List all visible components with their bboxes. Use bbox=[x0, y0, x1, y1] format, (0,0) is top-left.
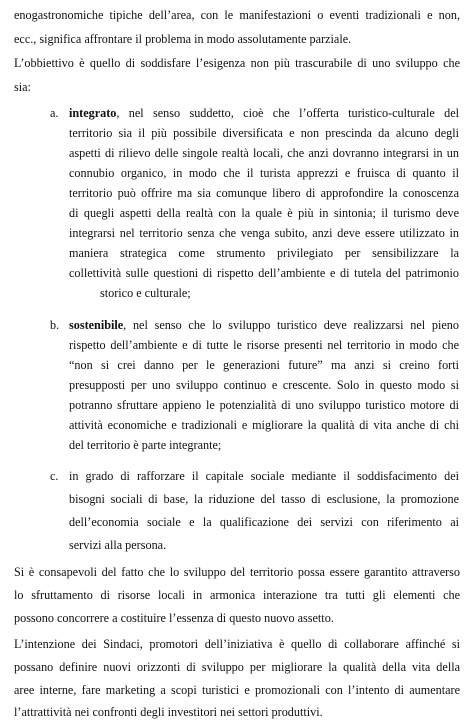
list-item-c-line: dell’economia sociale e la qualificazione dei servizi con riferimento ai bbox=[69, 515, 459, 529]
goal-line-2: sia: bbox=[14, 80, 31, 94]
list-item-c-line: servizi alla persona. bbox=[69, 538, 167, 552]
list-item-a-line: maniera strategica come strumento privilegiato per sensibilizzare la bbox=[69, 246, 459, 260]
list-item-c-line: bisogni sociali di base, la riduzione del tasso di esclusione, la promozione bbox=[69, 492, 459, 506]
list-item-a-line: collettività sulle questioni di rispetto dell’ambiente e di tutela del patrimonio bbox=[69, 266, 459, 280]
list-marker-c: c. bbox=[50, 469, 59, 483]
closing1-line: possono concorrere a costituire l’essenza di questo nuovo assetto. bbox=[14, 611, 334, 625]
term-integrato: integrato bbox=[69, 106, 117, 120]
closing1-line: lo sfruttamento di risorse locali in armonica interazione tra tutti gli elementi che bbox=[14, 588, 460, 602]
list-item-a-line: territorio può offrire ma sia comunque libero di approfondire la conoscenza bbox=[69, 186, 459, 200]
list-item-b-line-1 bbox=[69, 318, 459, 332]
list-item-a-first-rest: , nel senso suddetto, cioè che l’offerta turistico-culturale del bbox=[116, 106, 459, 120]
list-item-a-line-1 bbox=[69, 106, 459, 120]
list-item-a-line: territorio sia il più possibile diversificata e non prescinda da alcuno degli bbox=[69, 126, 459, 140]
intro-line-2: ecc., significa affrontare il problema in modo assolutamente parziale. bbox=[14, 32, 352, 46]
list-item-b-first-rest: , nel senso che lo sviluppo turistico deve realizzarsi nel pieno bbox=[123, 318, 459, 332]
closing2-line: L’intenzione dei Sindaci, promotori dell’iniziativa è quello di collaborare affinché si bbox=[14, 637, 460, 651]
list-item-b-line: presupposti per uno sviluppo continuo e crescente. Solo in questo modo si bbox=[69, 378, 459, 392]
closing2-line: l’attrattività nei confronti degli investitori nei settori produttivi. bbox=[14, 705, 323, 719]
list-marker-a: a. bbox=[50, 106, 59, 120]
list-item-a-line: aspetti di rilievo delle singole realtà locali, che anzi dovranno integrarsi in un bbox=[69, 146, 459, 160]
list-item-b-line: attività economiche e tradizionali e migliorare la qualità di vita anche di chi bbox=[69, 418, 459, 432]
closing2-line: aree interne, fare marketing a scopi turistici e promozionali con l’intento di aumentare bbox=[14, 683, 460, 697]
closing2-line: possano definire nuovi orizzonti di sviluppo per migliorare la qualità della vita della bbox=[14, 660, 460, 674]
goal-line-1: L’obbiettivo è quello di soddisfare l’esigenza non più trascurabile di uno sviluppo che bbox=[14, 56, 460, 70]
intro-line-1: enogastronomiche tipiche dell’area, con le manifestazioni o eventi tradizionali e non, bbox=[14, 8, 460, 22]
list-item-b-line: del territorio è parte integrante; bbox=[69, 438, 222, 452]
list-item-b-line: potranno sfruttare appieno le potenzialità di uno sviluppo turistico motore di bbox=[69, 398, 459, 412]
list-item-b-line: rispetto dell’ambiente e di tutte le risorse presenti nel territorio in modo che bbox=[69, 338, 459, 352]
list-item-a-line: connubio organico, in modo che il turista apprezzi e fruisca di quanto il bbox=[69, 166, 459, 180]
list-item-a-line: di quegli aspetti della realtà con la quale è più in sintonia; il turismo deve bbox=[69, 206, 459, 220]
list-item-c-line-1: in grado di rafforzare il capitale sociale mediante il soddisfacimento dei bbox=[69, 469, 459, 483]
list-item-b-line: “non si crei danno per le generazioni future” ma anzi si creino forti bbox=[69, 358, 459, 372]
closing1-line: Si è consapevoli del fatto che lo sviluppo del territorio possa essere garantito attraverso bbox=[14, 565, 460, 579]
list-marker-b: b. bbox=[50, 318, 60, 332]
list-item-a-line: storico e culturale; bbox=[100, 286, 191, 300]
term-sostenibile: sostenibile bbox=[69, 318, 124, 332]
list-item-a-line: integrarsi nel territorio senza che venga subito, anzi deve essere utilizzato in bbox=[69, 226, 459, 240]
